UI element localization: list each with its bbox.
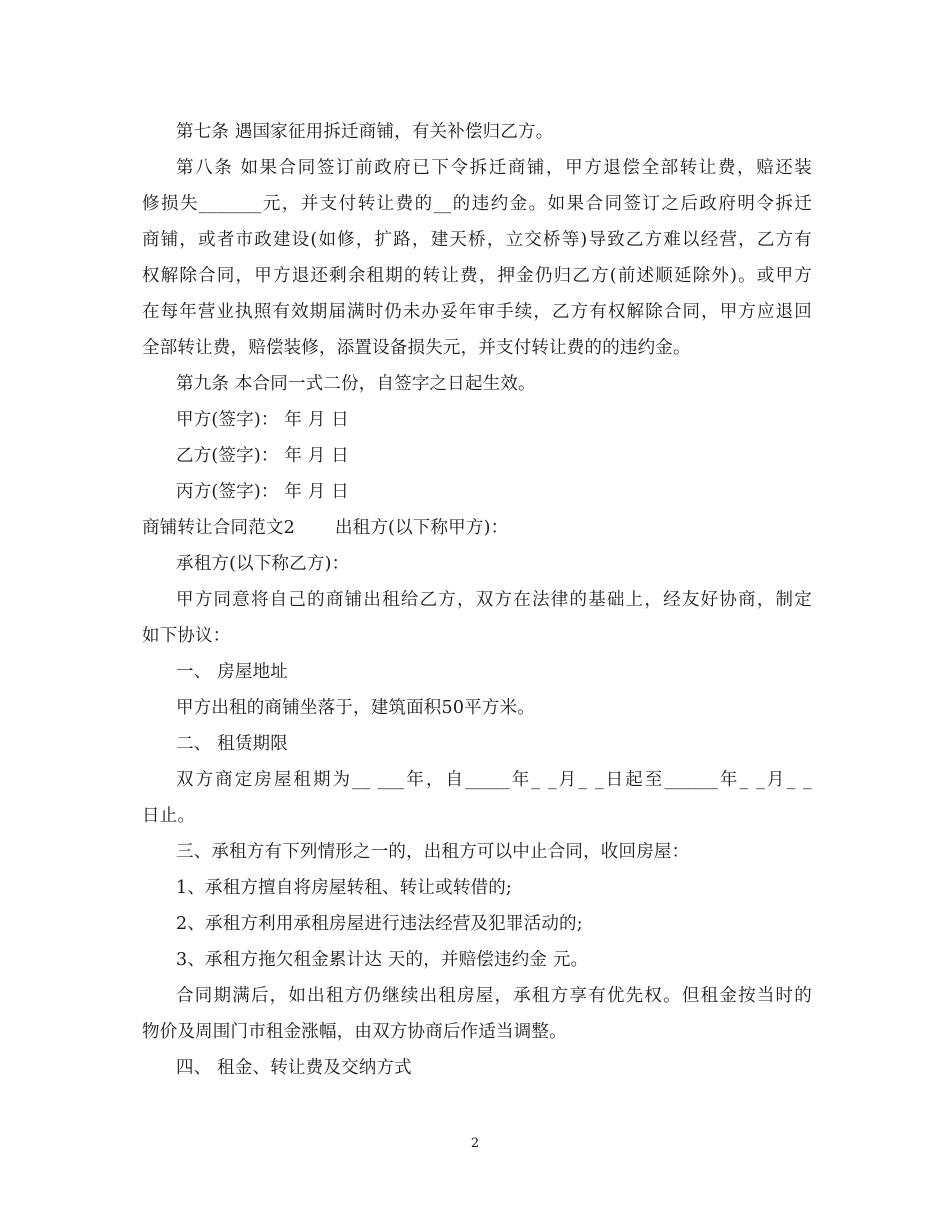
renewal-clause-line-1: 合同期满后，如出租方仍继续出租房屋，承租方享有优先权。但租金按当时的 (176, 986, 812, 1006)
agreement-intro-line-1: 甲方同意将自己的商铺出租给乙方，双方在法律的基础上，经友好协商，制定 (176, 590, 812, 610)
renewal-clause-line-2: 物价及周围门市租金涨幅，由双方协商后作适当调整。 (142, 1022, 567, 1042)
clause-3-item-1: 1、承租方擅自将房屋转租、转让或转借的; (176, 878, 513, 898)
page-number: 2 (470, 1136, 480, 1151)
article-8-line-3: 商铺，或者市政建设(如修，扩路，建天桥，立交桥等)导致乙方难以经营，乙方有 (142, 230, 812, 250)
clause-1-heading: 一、 房屋地址 (176, 662, 288, 682)
article-9-line: 第九条 本合同一式二份，自签字之日起生效。 (176, 374, 536, 394)
agreement-intro-line-2: 如下协议： (142, 626, 231, 646)
article-8-line-2: 修损失_______元，并支付转让费的__的违约金。如果合同签订之后政府明令拆迁 (142, 194, 812, 214)
clause-1-text: 甲方出租的商铺坐落于，建筑面积50平方米。 (176, 698, 535, 718)
section-title: 商铺转让合同范文2 (142, 518, 295, 538)
section-heading-line (142, 516, 508, 540)
party-a-signature: 甲方(签字)： 年 月 日 (176, 410, 349, 430)
lessor-label: 出租方(以下称甲方)： (334, 518, 509, 538)
party-b-signature: 乙方(签字)： 年 月 日 (176, 446, 349, 466)
clause-3-item-2: 2、承租方利用承租房屋进行违法经营及犯罪活动的; (176, 914, 583, 934)
clause-2-text-line-1: 双方商定房屋租期为__ ___年，自_____年_ _月_ _日起至______年_ _月_ _ (176, 770, 812, 790)
clause-2-heading: 二、 租赁期限 (176, 734, 288, 754)
clause-3-item-3: 3、承租方拖欠租金累计达 天的，并赔偿违约金 元。 (176, 950, 589, 970)
clause-4-heading: 四、 租金、转让费及交纳方式 (176, 1058, 412, 1078)
article-8-line-6: 全部转让费，赔偿装修，添置设备损失元，并支付转让费的的违约金。 (142, 338, 691, 358)
article-7-line: 第七条 遇国家征用拆迁商铺，有关补偿归乙方。 (176, 122, 554, 142)
article-8-line-5: 在每年营业执照有效期届满时仍未办妥年审手续，乙方有权解除合同，甲方应退回 (142, 302, 812, 322)
party-c-signature: 丙方(签字)： 年 月 日 (176, 482, 349, 502)
article-8-line-4: 权解除合同，甲方退还剩余租期的转让费，押金仍归乙方(前述顺延除外)。或甲方 (142, 266, 812, 286)
article-8-line-1: 第八条 如果合同签订前政府已下令拆迁商铺，甲方退偿全部转让费，赔还装 (176, 158, 812, 178)
clause-3-heading: 三、承租方有下列情形之一的，出租方可以中止合同，收回房屋： (176, 842, 690, 862)
clause-2-text-line-2: 日止。 (142, 806, 196, 826)
lessee-label: 承租方(以下称乙方)： (176, 554, 350, 574)
